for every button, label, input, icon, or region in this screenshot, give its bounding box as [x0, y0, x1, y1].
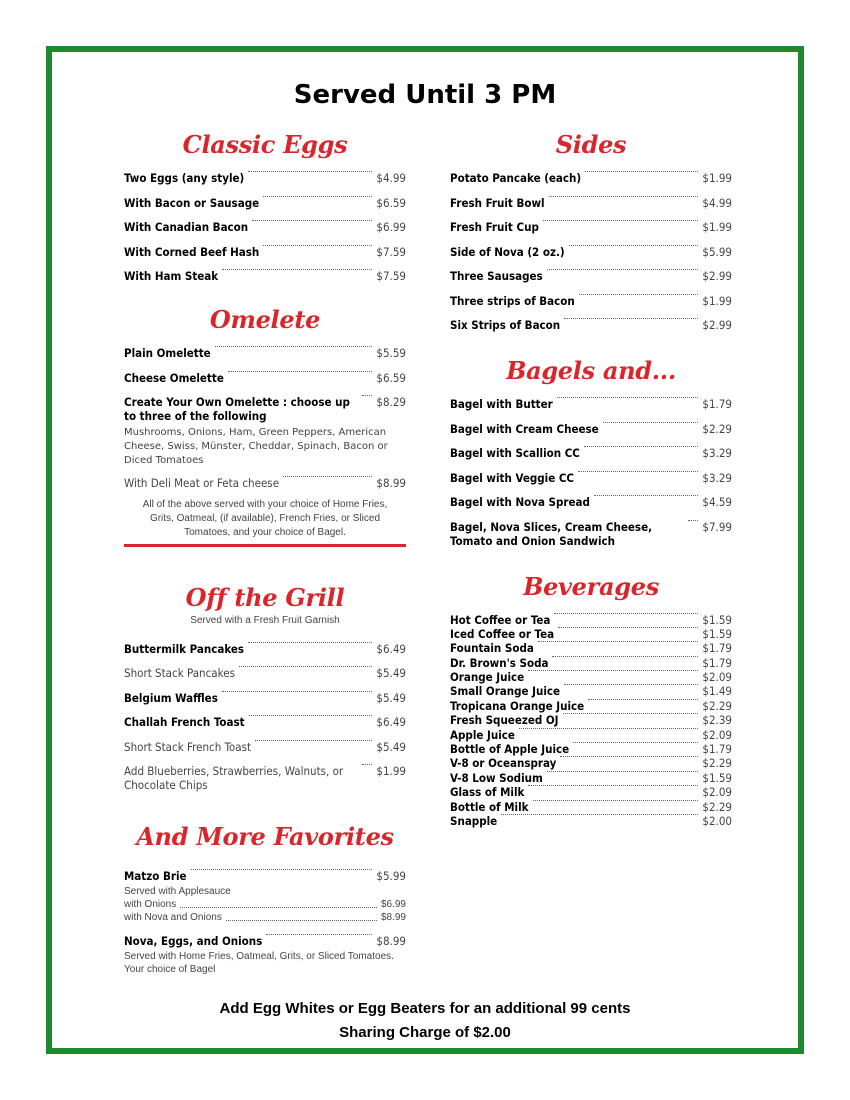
menu-item: [450, 520, 732, 548]
menu-item: [450, 699, 732, 713]
menu-item: [450, 245, 732, 259]
sub-item-price: $8.99: [380, 912, 406, 923]
item-price: $5.99: [376, 869, 406, 883]
menu-item: [124, 171, 406, 185]
menu-item: [450, 220, 732, 234]
omelete-list: [124, 346, 406, 423]
item-name: Orange Juice: [450, 670, 525, 685]
omelete-note: All of the above served with your choice of Home Fries, Grits, Oatmeal, (if available), French Fries, or Sliced Tomatoes, and your choice of Bagel.: [142, 498, 388, 538]
item-name: Belgium Waffles: [124, 690, 218, 705]
item-name: With Corned Beef Hash: [124, 244, 260, 259]
menu-item: [124, 764, 406, 792]
menu-item: [450, 684, 732, 698]
item-price: $1.79: [702, 742, 732, 757]
left-column: [124, 130, 406, 976]
item-price: $2.29: [702, 756, 732, 771]
bagels-list: [450, 397, 732, 548]
right-column: [450, 130, 732, 828]
menu-item: [450, 294, 732, 308]
beverages-title: Beverages: [523, 571, 659, 601]
item-name: Snapple: [450, 813, 498, 828]
grill-title: Off the Grill: [185, 582, 345, 612]
item-name: Three Sausages: [450, 269, 543, 283]
item-name: Bottle of Milk: [450, 799, 529, 814]
item-price: $5.49: [376, 739, 406, 754]
item-name: Bagel with Nova Spread: [450, 495, 590, 509]
sub-item-name: with Onions: [124, 899, 177, 910]
grill-list: [124, 642, 406, 793]
item-price: $6.49: [376, 641, 406, 656]
item-price: $2.29: [702, 799, 732, 814]
item-name: Fresh Fruit Bowl: [450, 195, 545, 210]
item-price: $6.99: [376, 220, 406, 234]
item-price: $6.59: [376, 370, 406, 385]
menu-item: [124, 715, 406, 729]
egg-whites-note: Add Egg Whites or Egg Beaters for an additional 99 cents: [219, 1000, 631, 1017]
item-price: $2.39: [702, 713, 732, 728]
menu-item: [124, 346, 406, 360]
item-price: $7.59: [376, 244, 406, 259]
menu-item: [124, 245, 406, 259]
item-name: With Ham Steak: [124, 269, 219, 283]
menu-item: [450, 196, 732, 210]
menu-item: [124, 934, 406, 948]
grill-subtitle: Served with a Fresh Fruit Garnish: [190, 614, 340, 626]
item-name: Matzo Brie: [124, 869, 187, 883]
menu-item: [450, 397, 732, 411]
item-name: Apple Juice: [450, 727, 515, 742]
favorites-title: And More Favorites: [136, 822, 394, 851]
item-name: Short Stack Pancakes: [124, 666, 235, 680]
item-name: V-8 Low Sodium: [450, 770, 543, 785]
item-price: $8.99: [376, 475, 406, 490]
item-price: $1.79: [702, 641, 732, 656]
item-name: Tropicana Orange Juice: [450, 698, 585, 713]
sub-item: [124, 911, 406, 924]
item-price: $5.49: [376, 690, 406, 705]
item-price: $1.99: [702, 220, 732, 234]
menu-item: [450, 756, 732, 770]
item-name: Bagel with Veggie CC: [450, 470, 575, 485]
sub-item-name: with Nova and Onions: [124, 912, 222, 923]
beverages-list: [450, 613, 732, 828]
item-price: $1.59: [702, 612, 732, 627]
item-price: $1.99: [376, 764, 406, 778]
menu-item: [450, 800, 732, 814]
item-price: $5.99: [702, 244, 732, 259]
menu-item: [450, 742, 732, 756]
bagels-title: Bagels and...: [506, 356, 676, 385]
item-name: Glass of Milk: [450, 785, 525, 800]
item-name: Side of Nova (2 oz.): [450, 244, 565, 259]
item-price: $6.49: [376, 715, 406, 729]
sides-title: Sides: [555, 130, 627, 159]
item-name: Two Eggs (any style): [124, 171, 245, 185]
menu-item: [124, 691, 406, 705]
item-name: V-8 or Oceanspray: [450, 756, 557, 771]
item-price: $5.59: [376, 346, 406, 360]
item-price: $7.99: [702, 519, 732, 534]
menu-item: [450, 656, 732, 670]
item-price: $1.99: [702, 171, 732, 185]
item-name: Plain Omelette: [124, 346, 211, 360]
item-price: $5.49: [376, 666, 406, 680]
item-price: $6.59: [376, 195, 406, 210]
menu-item: [450, 713, 732, 727]
sides-list: [450, 171, 732, 332]
menu-item: [124, 196, 406, 210]
item-desc-text: Served with Applesauce: [124, 886, 231, 897]
item-name: Iced Coffee or Tea: [450, 626, 555, 641]
menu-item: [450, 269, 732, 283]
item-name: Bottle of Apple Juice: [450, 742, 570, 757]
item-name: Bagel with Scallion CC: [450, 446, 580, 460]
menu-frame: [46, 46, 804, 1054]
item-price: $4.99: [702, 195, 732, 210]
item-price: $2.09: [702, 670, 732, 685]
item-name: Bagel, Nova Slices, Cream Cheese, Tomato and Onion Sandwich: [450, 519, 653, 548]
item-name: With Bacon or Sausage: [124, 195, 260, 210]
item-desc: [124, 950, 406, 976]
item-price: $2.09: [702, 785, 732, 800]
item-price: $2.29: [702, 421, 732, 436]
menu-item: [450, 446, 732, 460]
menu-item: [124, 642, 406, 656]
sub-item: [124, 898, 406, 911]
item-name: Nova, Eggs, and Onions: [124, 934, 263, 948]
menu-item: [124, 740, 406, 754]
item-name: Potato Pancake (each): [450, 171, 582, 185]
item-name: Buttermilk Pancakes: [124, 641, 245, 656]
item-price: $7.59: [376, 269, 406, 283]
item-price: $4.99: [376, 171, 406, 185]
menu-item: [450, 771, 732, 785]
item-price: $2.99: [702, 318, 732, 332]
item-desc-text: Served with Home Fries, Oatmeal, Grits, or Sliced Tomatoes. Your choice of Bagel: [124, 951, 394, 975]
item-name: Bagel with Butter: [450, 397, 553, 411]
menu-item: [124, 371, 406, 385]
item-name: Create Your Own Omelette : choose up to three of the following: [124, 395, 350, 423]
menu-item: [450, 641, 732, 655]
item-name: Six Strips of Bacon: [450, 318, 561, 332]
item-name: Challah French Toast: [124, 715, 245, 729]
classic-eggs-list: [124, 171, 406, 283]
item-name: Hot Coffee or Tea: [450, 612, 551, 627]
item-name: With Canadian Bacon: [124, 220, 249, 234]
menu-item: [450, 495, 732, 509]
item-price: $1.79: [702, 655, 732, 670]
item-name: Cheese Omelette: [124, 370, 224, 385]
menu-item: [450, 670, 732, 684]
menu-item: [450, 814, 732, 828]
menu-item: [124, 666, 406, 680]
item-price: $1.59: [702, 626, 732, 641]
item-price: $2.99: [702, 269, 732, 283]
menu-item: [450, 471, 732, 485]
item-name: Short Stack French Toast: [124, 739, 252, 754]
item-name: Fresh Squeezed OJ: [450, 713, 559, 728]
omelete-title: Omelete: [209, 305, 321, 334]
menu-item: [124, 395, 406, 423]
page-title: Served Until 3 PM: [293, 80, 557, 110]
item-price: $2.00: [702, 813, 732, 828]
item-name: Small Orange Juice: [450, 684, 561, 699]
item-price: $2.09: [702, 727, 732, 742]
item-name: With Deli Meat or Feta cheese: [124, 475, 280, 490]
sharing-charge-note: Sharing Charge of $2.00: [339, 1024, 511, 1041]
menu-item: [450, 171, 732, 185]
item-price: $1.99: [702, 293, 732, 308]
menu-item: [124, 869, 406, 883]
menu-item: [450, 728, 732, 742]
item-price: $1.59: [702, 770, 732, 785]
classic-eggs-title: Classic Eggs: [182, 130, 348, 159]
item-name: Fresh Fruit Cup: [450, 220, 539, 234]
menu-item: [450, 613, 732, 627]
menu-item: [124, 220, 406, 234]
menu-item: [124, 269, 406, 283]
item-name: Fountain Soda: [450, 641, 534, 656]
item-price: $2.29: [702, 698, 732, 713]
item-name: Dr. Brown's Soda: [450, 655, 549, 670]
item-price: $3.29: [702, 446, 732, 460]
item-price: $8.29: [376, 395, 406, 409]
sub-item-price: $6.99: [380, 899, 406, 910]
menu-item: [450, 785, 732, 799]
menu-item: [124, 476, 406, 490]
item-price: $1.79: [702, 397, 732, 411]
red-divider: [124, 544, 406, 547]
menu-item: [450, 422, 732, 436]
item-price: $4.59: [702, 495, 732, 509]
menu-item: [450, 318, 732, 332]
item-price: $1.49: [702, 684, 732, 699]
create-omelette-desc: Mushrooms, Onions, Ham, Green Peppers, American Cheese, Swiss, Münster, Cheddar, Spinach, Bacon or Diced Tomatoes: [124, 426, 388, 466]
menu-item: [450, 627, 732, 641]
item-price: $8.99: [376, 934, 406, 948]
item-desc: [124, 885, 406, 898]
item-price: $3.29: [702, 470, 732, 485]
item-name: Three strips of Bacon: [450, 293, 575, 308]
item-name: Bagel with Cream Cheese: [450, 421, 599, 436]
item-name: Add Blueberries, Strawberries, Walnuts, or Chocolate Chips: [124, 764, 344, 792]
